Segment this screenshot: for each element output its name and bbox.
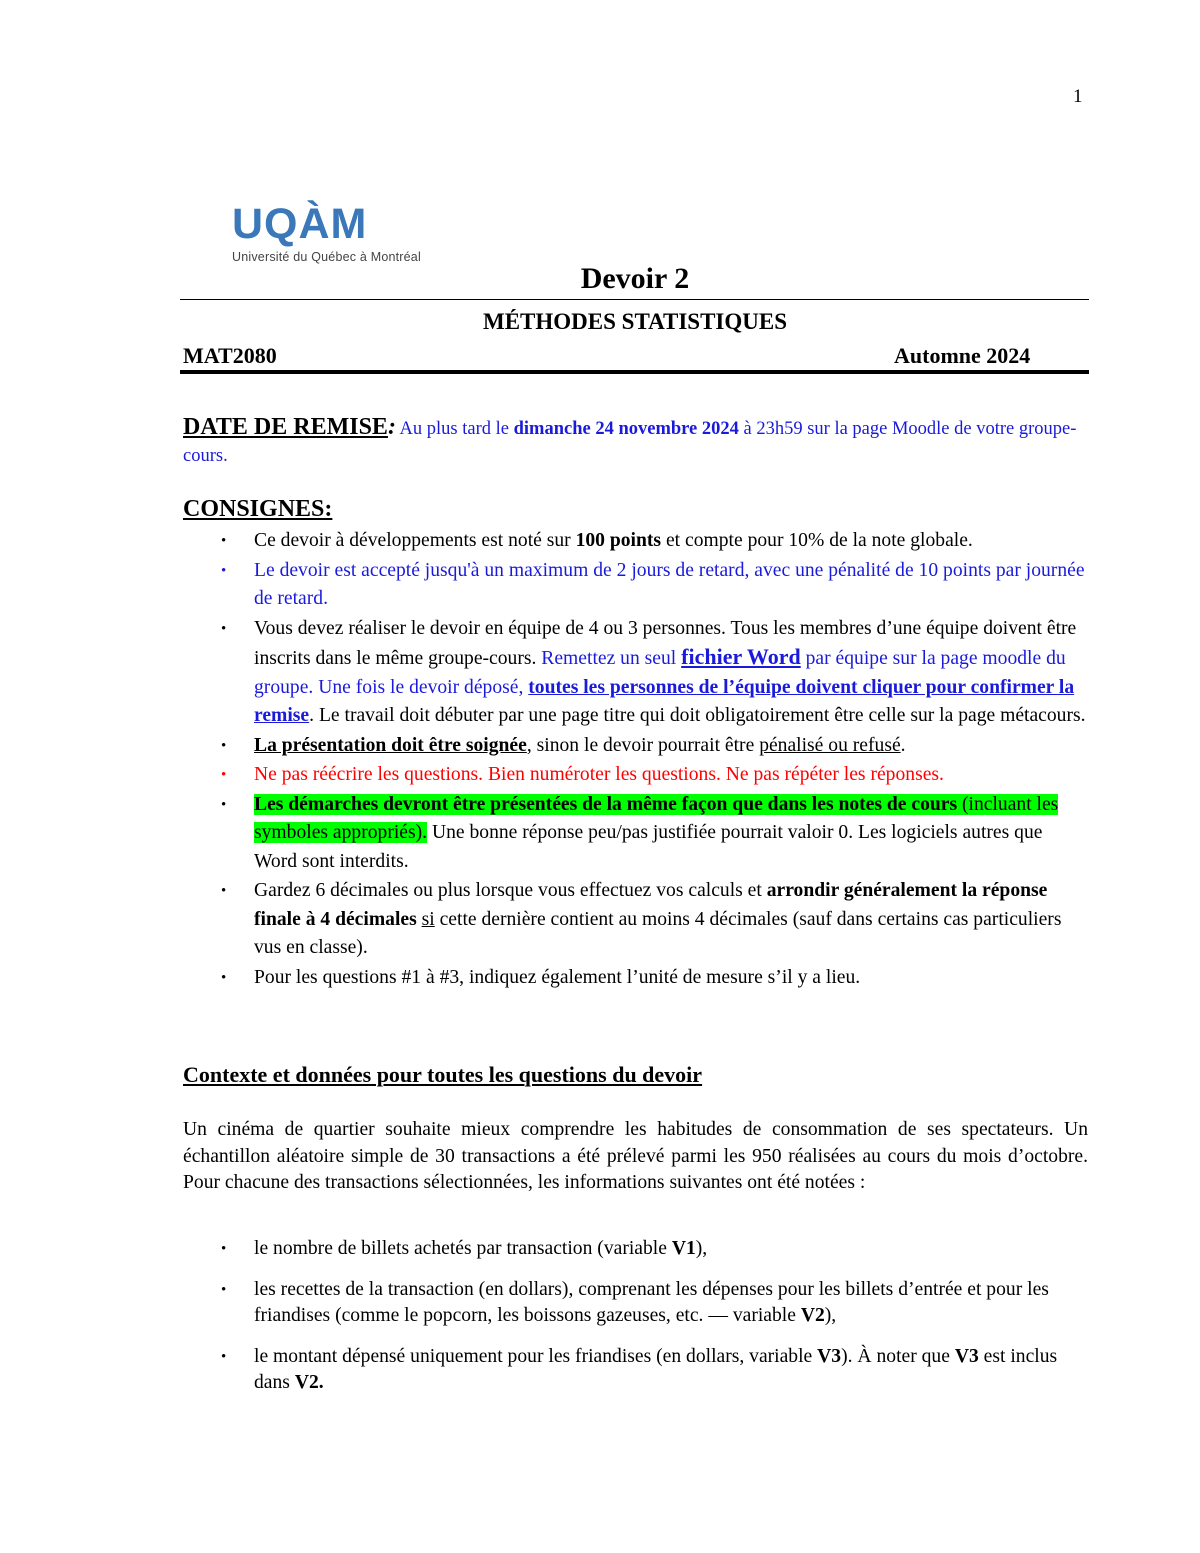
b7-si: si: [421, 908, 435, 930]
bullet-icon: •: [221, 767, 227, 783]
v2-text: les recettes de la transaction (en dollars), comprenant les dépenses pour les billets d’entrée et pour les friandises (comme le popcorn, les boissons gazeuses, etc. — variable: [254, 1278, 1049, 1326]
list-item: [183, 1344, 1088, 1397]
logo-mark: UQÀM: [232, 200, 368, 248]
list-item: [183, 557, 1088, 614]
v2-label-2: V2.: [294, 1372, 324, 1393]
v3-label: V3: [817, 1345, 842, 1367]
list-item: [183, 1277, 1088, 1330]
b7-rounding: arrondir généralement la réponse finale à 4 décimales: [254, 880, 1048, 930]
title-divider: [180, 299, 1089, 300]
b6-highlight-bold: Les démarches devront être présentées de la même façon que dans les notes de cours: [254, 793, 958, 815]
bullet-icon: •: [221, 737, 227, 754]
b3-text: Vous devez réaliser le devoir en équipe de 4 ou 3 personnes. Tous les membres d’une équipe doivent être inscrits dans le même groupe-cours.: [254, 617, 1077, 669]
v3-label-2: V3: [954, 1345, 979, 1367]
v3-text: le montant dépensé uniquement pour les friandises (en dollars, variable: [254, 1345, 818, 1367]
b3-word-file: fichier Word: [681, 644, 801, 669]
context-heading: Contexte et données pour toutes les questions du devoir: [183, 1062, 703, 1087]
b1-points: 100 points: [575, 530, 662, 551]
bullet-icon: •: [221, 533, 227, 549]
b3-text-blue: Remettez un seul: [541, 648, 682, 669]
b6-text: Une bonne réponse peu/pas justifiée pourrait valoir 0. Les logiciels autres que Word sont interdits.: [254, 822, 1043, 872]
bullet-icon: •: [221, 969, 227, 986]
b4-penalty: pénalisé ou refusé: [759, 734, 901, 756]
bullet-icon: •: [221, 1281, 227, 1298]
b4-end: .: [900, 734, 906, 756]
due-text-2: à 23h59 sur la page Moodle de votre groupe-cours.: [183, 419, 1077, 466]
b4-presentation: La présentation doit être soignée: [254, 734, 527, 756]
uqam-logo: [232, 200, 421, 264]
due-date-value: dimanche 24 novembre 2024: [513, 419, 739, 439]
list-item: [183, 615, 1088, 731]
bullet-icon: •: [221, 796, 227, 813]
page-title: Devoir 2: [580, 262, 690, 295]
b3-text-end: . Le travail doit débuter par une page titre qui doit obligatoirement être celle sur la page métacours.: [309, 705, 1086, 726]
list-item: [183, 1236, 1088, 1263]
v3-text-3: est inclus dans: [254, 1345, 1058, 1393]
v2-label: V2: [800, 1305, 825, 1326]
b7-text-end: cette dernière contient au moins 4 décimales (sauf dans certains cas particuliers vus en classe).: [254, 908, 1062, 958]
b2-text: Le devoir est accepté jusqu'à un maximum de 2 jours de retard, avec une pénalité de 10 points par journée de retard.: [254, 559, 1085, 609]
b1-text-end: et compte pour 10% de la note globale.: [661, 530, 973, 551]
b3-text-blue-2: par équipe sur la page moodle du groupe. Une fois le devoir déposé,: [254, 648, 1066, 698]
list-item: [183, 527, 1088, 556]
v2-end: ),: [824, 1305, 837, 1326]
logo-subtitle: Université du Québec à Montréal: [232, 250, 421, 264]
page-subtitle: MÉTHODES STATISTIQUES: [483, 309, 787, 334]
bullet-icon: •: [221, 1241, 227, 1257]
list-item: [183, 761, 1088, 790]
b5-text: Ne pas réécrire les questions. Bien numéroter les questions. Ne pas répéter les réponses.: [254, 764, 944, 785]
v1-end: ),: [695, 1238, 708, 1259]
bullet-icon: •: [221, 883, 227, 899]
b4-text: , sinon le devoir pourrait être: [526, 734, 760, 756]
header-divider: [180, 370, 1089, 374]
v3-text-2: ). À noter que: [841, 1345, 955, 1367]
list-item: [183, 964, 1088, 993]
b8-text: Pour les questions #1 à #3, indiquez également l’unité de mesure s’il y a lieu.: [254, 966, 861, 988]
b3-confirm: toutes les personnes de l’équipe doivent cliquer pour confirmer la remise: [254, 676, 1075, 726]
variables-list: [183, 1236, 1088, 1411]
v1-text: le nombre de billets achetés par transaction (variable: [254, 1238, 672, 1259]
list-item: [183, 732, 1088, 761]
context-paragraph: Un cinéma de quartier souhaite mieux comprendre les habitudes de consommation de ses spectateurs. Un échantillon aléatoire simple de 30 transactions a été prélevé parmi les 950 réalisées au cours du mois d’octobre. Pour chacune des transactions sélectionnées, les informations suivantes ont été notées :: [183, 1119, 1088, 1193]
b7-text: Gardez 6 décimales ou plus lorsque vous effectuez vos calculs et: [254, 880, 767, 901]
due-date-label: DATE DE REMISE: [183, 414, 388, 440]
course-code: MAT2080: [183, 343, 277, 368]
bullet-icon: •: [221, 620, 227, 637]
term: Automne 2024: [894, 343, 1031, 368]
consignes-list: [183, 527, 1088, 993]
list-item: [183, 791, 1088, 877]
page-number: 1: [1073, 86, 1083, 107]
list-item: [183, 877, 1088, 963]
bullet-icon: •: [221, 562, 227, 579]
due-date: [183, 414, 1088, 470]
v1-label: V1: [671, 1238, 696, 1259]
due-date-separator: :: [387, 414, 396, 440]
consignes-heading: CONSIGNES:: [183, 496, 333, 522]
b1-text: Ce devoir à développements est noté sur: [254, 530, 576, 551]
bullet-icon: •: [221, 1348, 227, 1365]
b6-highlight: (incluant les symboles appropriés).: [254, 793, 1059, 843]
due-text-1: Au plus tard le: [395, 419, 514, 439]
